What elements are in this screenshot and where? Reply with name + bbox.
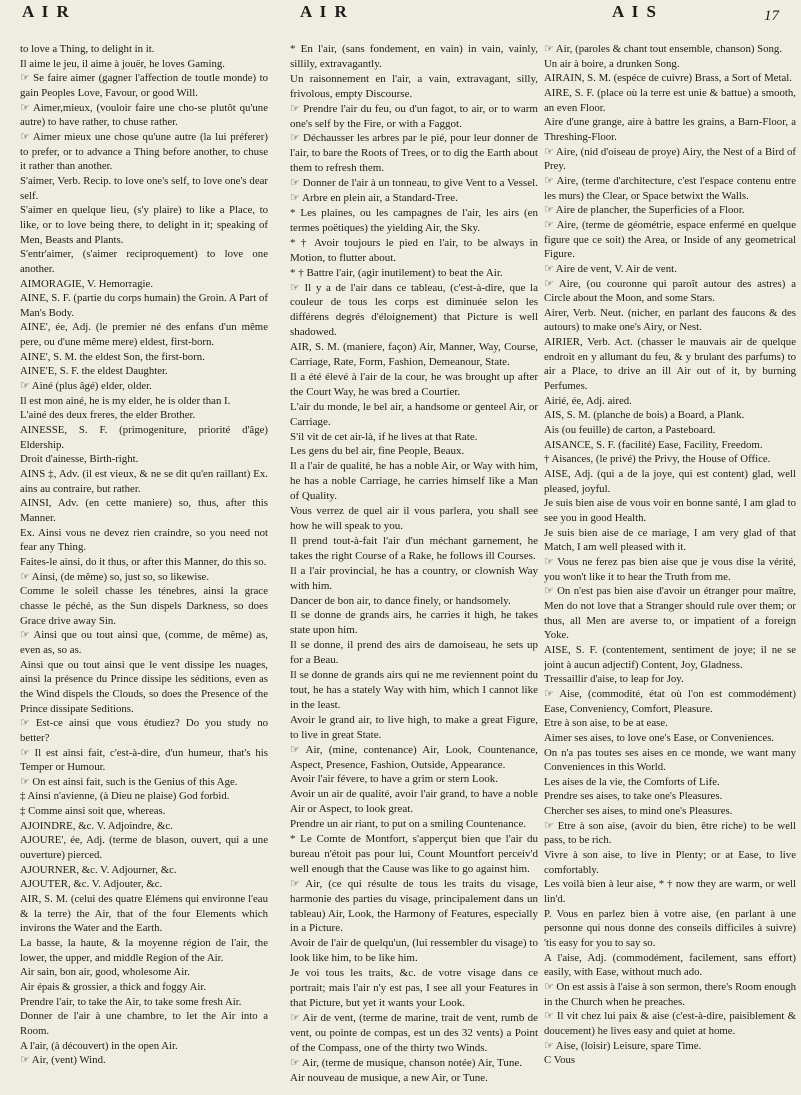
right-column xyxy=(544,42,796,1090)
dictionary-entry: ☞ Air, (mine, contenance) Air, Look, Countenance, Aspect, Presence, Fashion, Outside, Appearance. xyxy=(290,743,538,771)
dictionary-entry: Il a l'air de qualité, he has a noble Air, or Way with him, he has a noble Carriage, he carries himself like a Man of Quality. xyxy=(290,460,538,503)
dictionary-entry: Avoir un air de qualité, avoir l'air grand, to have a noble Air or Aspect, to look great. xyxy=(290,788,538,816)
dictionary-entry: AJOURNER, &c. V. Adjourner, &c. xyxy=(20,863,177,876)
dictionary-entry: L'air du monde, le bel air, a handsome or genteel Air, or Carriage. xyxy=(290,400,538,428)
dictionary-entry: AJOINDRE, &c. V. Adjoindre, &c. xyxy=(20,819,173,832)
dictionary-entry: ‡ Comme ainsi soit que, whereas. xyxy=(20,805,166,818)
dictionary-entry: A l'aise, Adj. (commodément, facilement, sans effort) easily, with Ease, without much ado. xyxy=(544,951,796,979)
dictionary-entry: Prendre ses aises, to take one's Pleasures. xyxy=(544,790,723,803)
dictionary-entry: AISANCE, S. F. (facilité) Ease, Facility, Freedom. xyxy=(544,438,763,451)
dictionary-entry: AINE'E, S. F. the eldest Daughter. xyxy=(20,365,168,378)
dictionary-entry: AINE', S. M. the eldest Son, the first-born. xyxy=(20,350,205,363)
dictionary-entry: Aimer ses aises, to love one's Ease, or Conveniences. xyxy=(544,731,775,744)
dictionary-entry: AIRE, S. F. (place où la terre est unie & battue) a smooth, an even Floor. xyxy=(544,86,796,114)
dictionary-entry: AIRIER, Verb. Act. (chasser le mauvais air de quelque endroit en y allumant du feu, & y brulant des parfums) to air a Place, to drive an ill Air out of it, by burning Perfumes. xyxy=(544,336,796,393)
dictionary-entry: ☞ Ainsi, (de même) so, just so, so likewise. xyxy=(20,570,210,583)
dictionary-entry: AINE', ée, Adj. (le premier né des enfans d'un même pere, ou d'une même mere) eldest, first-born. xyxy=(20,321,268,349)
dictionary-entry: ☞ Il est ainsi fait, c'est-à-dire, d'un humeur, that's his Temper or Humour. xyxy=(20,746,268,774)
dictionary-entry: * Le Comte de Montfort, s'apperçut bien que l'air du bureau n'étoit pas pour lui, Count Mountfort perceiv'd well enough that the Cause was like to go against him. xyxy=(290,833,538,875)
dictionary-entry: * En l'air, (sans fondement, en vain) in vain, vainly, sillily, extravagantly. xyxy=(290,43,538,70)
dictionary-entry: AJOURE', ée, Adj. (terme de blason, ouvert, qui a une ouverture) pierced. xyxy=(20,834,268,862)
dictionary-entry: ☞ Aise, (loisir) Leisure, spare Time. xyxy=(544,1039,702,1052)
dictionary-entry: ☞ Ainé (plus âgé) elder, older. xyxy=(20,380,152,393)
dictionary-entry: S'entr'aimer, (s'aimer reciproquement) to love one another. xyxy=(20,248,268,275)
dictionary-entry: ☞ Se faire aimer (gagner l'affection de toutle monde) to gain Peoples Love, Favour, or good Will. xyxy=(20,72,268,99)
dictionary-entry: AINS ‡, Adv. (il est vieux, & ne se dit qu'en raillant) Ex. ains au contraire, but rather. xyxy=(20,468,268,495)
dictionary-entry: C Vous xyxy=(544,1054,576,1067)
dictionary-entry: ☞ Air, (vent) Wind. xyxy=(20,1054,106,1067)
dictionary-entry: ☞ Air, (terme de musique, chanson notée) Air, Tune. xyxy=(290,1056,522,1069)
dictionary-entry: * † Avoir toujours le pied en l'air, to be always in Motion, to flutter about. xyxy=(290,236,538,264)
dictionary-entry: ☞ Arbre en plein air, a Standard-Tree. xyxy=(290,192,458,205)
dictionary-entry: Je voi tous les traits, &c. de votre visage dans ce portrait; mais l'air n'y est pas, I see all your Features in that Picture, but yet it wants your Look. xyxy=(290,967,538,1009)
dictionary-entry: ☞ Aire, (ou couronne qui paroît autour des astres) a Circle about the Moon, and some Stars. xyxy=(544,277,796,305)
dictionary-entry: ☞ Ainsi que ou tout ainsi que, (comme, de même) as, even as, so as. xyxy=(20,629,268,656)
dictionary-entry: Faites-le ainsi, do it thus, or after this Manner, do this so. xyxy=(20,555,267,568)
dictionary-entry: A l'air, (à découvert) in the open Air. xyxy=(20,1039,178,1052)
dictionary-entry: S'il vit de cet air-là, if he lives at that Rate. xyxy=(290,430,478,443)
dictionary-entry: Les aises de la vie, the Comforts of Life. xyxy=(544,775,720,788)
dictionary-entry: Avoir de l'air de quelqu'un, (lui ressembler du visage) to look like him, to be like him. xyxy=(290,937,538,965)
dictionary-entry: ☞ Air de vent, (terme de marine, trait de vent, rumb de vent, ou pointe de compas, est un des 32 vents) a Point of the Compass, one of the thirty two Winds. xyxy=(290,1011,538,1054)
dictionary-entry: Droit d'ainesse, Birth-right. xyxy=(20,453,139,466)
dictionary-entry: Aire d'une grange, aire à battre les grains, a Barn-Floor, a Threshing-Floor. xyxy=(544,116,796,143)
dictionary-entry: Il se donne de grands airs qui ne me reviennent point du tout, he has a stately Way with him, which I cannot like in the least. xyxy=(290,669,538,711)
dictionary-entry: AIMORAGIE, V. Hemorragie. xyxy=(20,277,154,290)
dictionary-entry: ☞ Air, (ce qui résulte de tous les traits du visage, harmonie des parties du visage, principalement dans un tableau) Air, Look, the Harmony of Features, especially in a Picture. xyxy=(290,877,538,935)
dictionary-entry: Air épais & grossier, a thick and foggy Air. xyxy=(20,981,207,993)
left-running-head: A I R xyxy=(22,2,71,21)
dictionary-entry: AIR, S. M. (celui des quatre Elémens qui environne l'eau & la terre) the Air, that of the four Elements which invirons the Water and the Earth. xyxy=(20,893,268,935)
dictionary-entry: Il se donne de grands airs, he carries it high, he takes state upon him. xyxy=(290,609,538,637)
dictionary-entry: Air sain, bon air, good, wholesome Air. xyxy=(20,966,190,979)
dictionary-entry: On n'a pas toutes ses aises en ce monde, we want many Conveniences in this World. xyxy=(544,746,796,774)
dictionary-entry: ☞ Déchausser les arbres par le pié, pour leur donner de l'air, to bare the Roots of Trees, or to dig the Earth about them to refresh them. xyxy=(290,132,538,175)
dictionary-entry: L'ainé des deux freres, the elder Brother. xyxy=(20,409,196,422)
dictionary-entry: Il a l'air provincial, he has a country, or clownish Way with him. xyxy=(290,564,538,592)
dictionary-entry: S'aimer, Verb. Recip. to love one's self, to love one's dear self. xyxy=(20,174,268,202)
dictionary-entry: Je suis bien aise de vous voir en bonne santé, I am glad to see you in good Health. xyxy=(544,497,796,524)
dictionary-entry: S'aimer en quelque lieu, (s'y plaire) to like a Place, to like, or to love being there, to delight in it; speaking of Men, Beasts and Plants. xyxy=(20,204,268,246)
dictionary-entry: Ais (ou feuille) de carton, a Pasteboard. xyxy=(544,424,716,437)
dictionary-entry: Ainsi que ou tout ainsi que le vent dissipe les nuages, ainsi la présence du Prince dissipe les séditions, even as the Wind dispels the Clouds, so does the Presence of the Prince dissipate Seditions. xyxy=(20,658,268,715)
page-number: 17 xyxy=(764,8,779,24)
dictionary-entry: Un air à boire, a drunken Song. xyxy=(544,57,680,70)
dictionary-entry: AISE, Adj. (qui a de la joye, qui est content) glad, well pleased, joyful. xyxy=(544,468,796,495)
dictionary-entry: Vous verrez de quel air il vous parlera, you shall see how he will speak to you. xyxy=(290,505,538,532)
dictionary-entry: Chercher ses aises, to mind one's Pleasures. xyxy=(544,805,733,818)
dictionary-entry: Airié, ée, Adj. aired. xyxy=(544,394,632,407)
dictionary-entry: * Les plaines, ou les campagnes de l'air, les airs (en termes poëtiques) the yielding Air, the Sky. xyxy=(290,206,538,234)
dictionary-entry: Ex. Ainsi vous ne devez rien craindre, so you need not fear any Thing. xyxy=(20,526,268,554)
left-column xyxy=(20,42,268,1090)
dictionary-entry: La basse, la haute, & la moyenne région de l'air, the lower, the upper, and middle Region of the Air. xyxy=(20,937,268,964)
dictionary-entry: ☞ Donner de l'air à un tonneau, to give Vent to a Vessel. xyxy=(290,177,538,190)
dictionary-entry: Etre à son aise, to be at ease. xyxy=(544,717,668,730)
dictionary-entry: Je suis bien aise de ce mariage, I am very glad of that Match, I am well pleased with it. xyxy=(544,526,796,554)
dictionary-entry: ☞ On est assis à l'aise à son sermon, there's Room enough in the Church when he preaches. xyxy=(544,981,796,1008)
dictionary-entry: ☞ Etre à son aise, (avoir du bien, être riche) to be well pass, to be rich. xyxy=(544,819,796,847)
dictionary-entry: AISE, S. F. (contentement, sentiment de joye; il ne se joint à aucun adjectif) Content, Joy, Gladness. xyxy=(544,643,796,671)
dictionary-entry: AIRAIN, S. M. (espéce de cuivre) Brass, a Sort of Metal. xyxy=(544,72,792,85)
dictionary-entry: ☞ Aire, (terme d'architecture, c'est l'espace contenu entre les murs) the Clear, or Space betwixt the Walls. xyxy=(544,174,796,202)
dictionary-entry: * † Battre l'air, (agir inutilement) to beat the Air. xyxy=(290,266,503,279)
dictionary-entry: Avoir le grand air, to live high, to make a great Figure, to live in great State. xyxy=(290,713,538,741)
dictionary-entry: ☞ Aimer mieux une chose qu'une autre (la lui préferer) to prefer, or to advance a Thing before another, to chuse it rather than another. xyxy=(20,130,268,173)
dictionary-entry: ☞ On est ainsi fait, such is the Genius of this Age. xyxy=(20,775,238,788)
dictionary-entry: AIR, S. M. (maniere, façon) Air, Manner, Way, Course, Carriage, Rate, Form, Fashion, Demeanour, State. xyxy=(290,341,538,369)
middle-running-head: A I R xyxy=(300,2,349,21)
dictionary-entry: Les gens du bel air, fine People, Beaux. xyxy=(290,445,465,458)
dictionary-entry: AIS, S. M. (planche de bois) a Board, a Plank. xyxy=(544,409,745,422)
dictionary-entry: ‡ Ainsi n'avienne, (à Dieu ne plaise) God forbid. xyxy=(20,790,230,803)
dictionary-entry: ☞ Est-ce ainsi que vous étudiez? Do you study no better? xyxy=(20,717,268,744)
dictionary-entry: ☞ On n'est pas bien aise d'avoir un étranger pour maître, Men do not love that a Stranger should rule over them; or thus, all Men are averse to, or impatient of a foreign Yoke. xyxy=(544,585,796,642)
dictionary-entry: ☞ Aire de vent, V. Air de vent. xyxy=(544,262,677,275)
dictionary-entry: AINSI, Adv. (en cette maniere) so, thus, after this Manner. xyxy=(20,497,268,524)
dictionary-entry: ☞ Aire, (nid d'oiseau de proye) Airy, the Nest of a Bird of Prey. xyxy=(544,145,796,173)
dictionary-entry: P. Vous en parlez bien à votre aise, (en parlant à une personne qui nous donne des conseils difficiles à suivre) 'tis easy for you to say so. xyxy=(544,907,796,950)
dictionary-entry: ☞ Aire, (terme de géométrie, espace enfermé en quelque figure que ce soit) the Area, or Inside of any geometrical Figure. xyxy=(544,218,796,261)
dictionary-entry: † Aisances, (le privé) the Privy, the House of Office. xyxy=(544,453,771,466)
dictionary-entry: ☞ Aimer,mieux, (vouloir faire une cho-se plutôt qu'une autre) to have rather, to chuse rather. xyxy=(20,101,268,129)
dictionary-entry: Comme le soleil chasse les ténebres, ainsi la grace chasse le péché, as the Sun dispels Darkness, so does Grace drive away Sin. xyxy=(20,585,268,627)
dictionary-entry: ☞ Il vit chez lui paix & aise (c'est-à-dire, paisiblement & doucement) he lives easy and quiet at home. xyxy=(544,1010,796,1037)
dictionary-entry: ☞ Prendre l'air du feu, ou d'un fagot, to air, or to warm one's self by the Fire, or with a Faggot. xyxy=(290,102,538,130)
dictionary-entry: Il est mon ainé, he is my elder, he is older than I. xyxy=(20,394,231,407)
middle-column xyxy=(290,42,538,1090)
dictionary-entry: Donner de l'air à une chambre, to let the Air into a Room. xyxy=(20,1010,268,1037)
dictionary-entry: Vivre à son aise, to live in Plenty; or at Ease, to live comfortably. xyxy=(544,849,796,876)
dictionary-entry: Il prend tout-à-fait l'air d'un méchant garnement, he takes the right Course of a Rake, he follows ill Courses. xyxy=(290,534,538,562)
dictionary-entry: ☞ Aise, (commodité, état où l'on est commodément) Ease, Conveniency, Comfort, Pleasure. xyxy=(544,687,796,715)
dictionary-entry: AJOUTER, &c. V. Adjouter, &c. xyxy=(20,878,163,891)
right-running-head: A I S xyxy=(612,2,658,21)
dictionary-entry: Tressaillir d'aise, to leap for Joy. xyxy=(544,673,684,686)
dictionary-entry: ☞ Aire de plancher, the Superficies of a Floor. xyxy=(544,204,745,217)
dictionary-entry: Dancer de bon air, to dance finely, or handsomely. xyxy=(290,594,511,607)
dictionary-entry: Prendre l'air, to take the Air, to take some fresh Air. xyxy=(20,995,242,1008)
dictionary-entry: Il se donne, il prend des airs de damoiseau, he sets up for a Beau. xyxy=(290,639,538,667)
dictionary-entry: ☞ Air, (paroles & chant tout ensemble, chanson) Song. xyxy=(544,43,783,55)
dictionary-entry: AINESSE, S. F. (primogeniture, priorité d'âge) Eldership. xyxy=(20,424,268,451)
dictionary-entry: AINE, S. F. (partie du corps humain) the Groin. A Part of Man's Body. xyxy=(20,292,268,319)
dictionary-entry: Airer, Verb. Neut. (nicher, en parlant des faucons & des autours) to make one's Airy, or Nest. xyxy=(544,306,796,334)
dictionary-entry: Il aime le jeu, il aime à jouër, he loves Gaming. xyxy=(20,57,225,70)
dictionary-entry: ☞ Il y a de l'air dans ce tableau, (c'est-à-dire, que la couleur de tous les corps est diminuée selon les différens degrés d'éloignement) that Picture is well shadowed. xyxy=(290,281,538,339)
dictionary-entry: Prendre un air riant, to put on a smiling Countenance. xyxy=(290,818,527,831)
dictionary-entry: Il a été élevé à l'air de la cour, he was brought up after the Court Way, he was bred a Courtier. xyxy=(290,370,538,398)
dictionary-entry: ☞ Vous ne ferez pas bien aise que je vous dise la vérité, you won't like it to hear the Truth from me. xyxy=(544,555,796,583)
dictionary-entry: Les voilà bien à leur aise, * † now they are warm, or well lin'd. xyxy=(544,878,796,906)
dictionary-entry: Un raisonnement en l'air, a vain, extravagant, silly, frivolous, empty Discourse. xyxy=(290,72,538,100)
dictionary-entry: Air nouveau de musique, a new Air, or Tune. xyxy=(290,1071,488,1084)
dictionary-entry: to love a Thing, to delight in it. xyxy=(20,43,155,55)
dictionary-entry: Avoir l'air févere, to have a grim or stern Look. xyxy=(290,773,498,786)
